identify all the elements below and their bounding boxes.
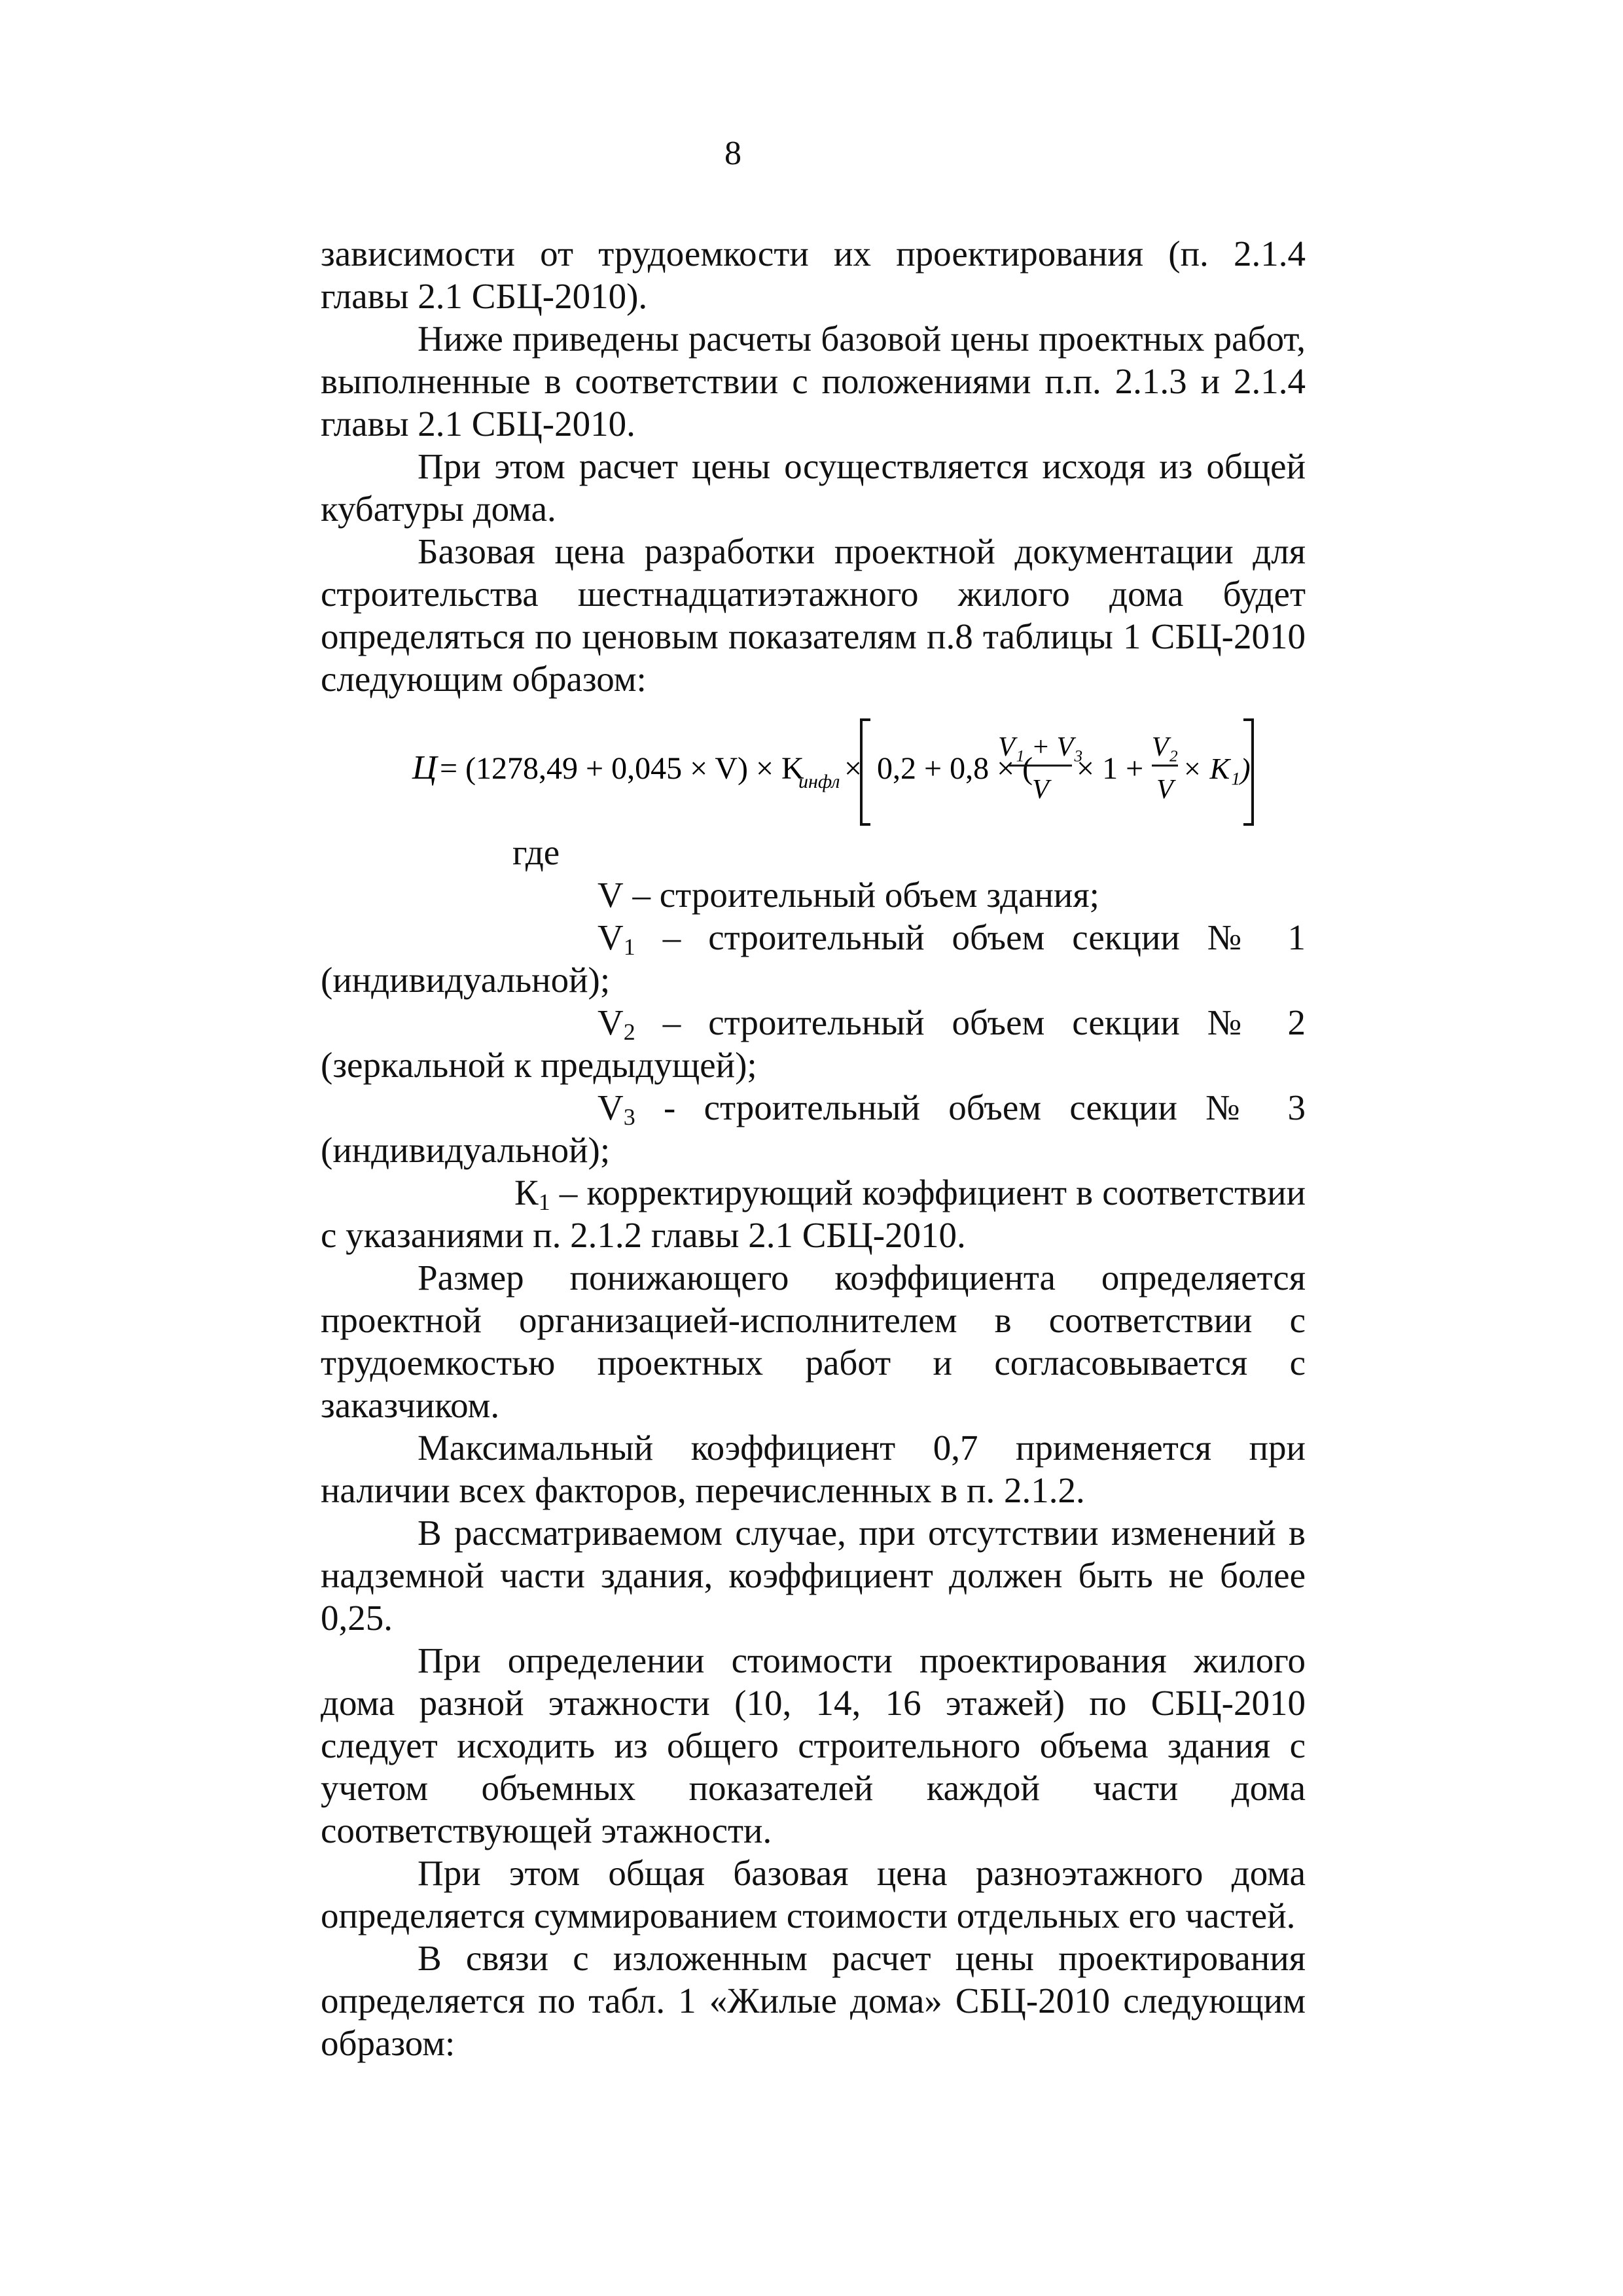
paragraph: При этом общая базовая цена разноэтажного дома определяется суммированием стоимости отдельных его частей. — [321, 1853, 1306, 1935]
formula-k-sub: инфл — [798, 771, 840, 792]
body-text — [321, 232, 1306, 2064]
paragraph: Максимальный коэффициент 0,7 применяется при наличии всех факторов, перечисленных в п. 2.1.2. — [321, 1428, 1306, 1510]
left-bracket — [861, 720, 870, 824]
definition-item — [321, 916, 1306, 1001]
paragraph: Размер понижающего коэффициента определяется проектной организацией-исполнителем в соответствии с трудоемкостью проектных работ и согласовывается с заказчиком. — [321, 1258, 1306, 1425]
paragraph: При определении стоимости проектирования жилого дома разной этажности (10, 14, 16 этажей) по СБЦ-2010 следует исходить из общего строительного объема здания с учетом объемных показателей каждой части дома соответствующей этажности. — [321, 1640, 1306, 1850]
formula-part1: = (1278,49 + 0,045 × V) × K — [440, 751, 804, 786]
paragraph: В связи с изложенным расчет цены проектирования определяется по табл. 1 «Жилые дома» СБЦ-2010 следующим образом: — [321, 1938, 1306, 2063]
definition-item — [321, 874, 1306, 916]
def-text: - строительный объем секции № 3 (индивидуальной); — [321, 1087, 1306, 1170]
frac2-numerator: V₂ — [1151, 732, 1179, 762]
formula-times: × — [844, 751, 863, 786]
def-symbol: К — [514, 1173, 539, 1212]
def-sub: 3 — [623, 1104, 635, 1130]
def-sub: 2 — [623, 1019, 635, 1045]
def-text: – строительный объем секции № 2 (зеркальной к предыдущей); — [321, 1002, 1306, 1085]
paragraph: зависимости от трудоемкости их проектирования (п. 2.1.4 главы 2.1 СБЦ-2010). — [321, 234, 1306, 316]
formula-mid: × 1 + — [1077, 751, 1144, 786]
def-symbol: V — [597, 1002, 624, 1042]
definition-item — [321, 1171, 1306, 1256]
frac1-denominator: V — [1032, 775, 1049, 805]
definition-item — [321, 1001, 1306, 1086]
definition-item — [321, 1086, 1306, 1171]
paragraph: Базовая цена разработки проектной документации для строительства шестнадцатиэтажного жилого дома будет определяться по ценовым показателям п.8 таблицы 1 СБЦ-2010 следующим образом: — [321, 531, 1306, 699]
paragraph: Ниже приведены расчеты базовой цены проектных работ, выполненные в соответствии с положениями п.п. 2.1.3 и 2.1.4 главы 2.1 СБЦ-2010. — [321, 319, 1306, 444]
def-text: – корректирующий коэффициент в соответствии с указаниями п. 2.1.2 главы 2.1 СБЦ-2010. — [321, 1173, 1306, 1255]
frac1-numerator: V₁ + V₃ — [998, 732, 1083, 762]
where-label: где — [512, 832, 560, 872]
def-symbol: V — [597, 917, 624, 957]
def-text: – строительный объем здания; — [632, 875, 1099, 915]
def-symbol: V — [597, 875, 624, 915]
paragraph: При этом расчет цены осуществляется исходя из общей кубатуры дома. — [321, 446, 1306, 529]
def-sub: 1 — [623, 934, 635, 960]
frac2-denominator: V — [1156, 775, 1173, 805]
def-symbol: V — [597, 1087, 624, 1127]
formula-graphic — [412, 700, 1315, 831]
formula-tail: × K₁) — [1182, 752, 1251, 785]
formula-inner1: 0,2 + 0,8 × ( — [877, 751, 1033, 786]
formula-lhs: Ц — [412, 749, 437, 786]
def-text: – строительный объем секции № 1 (индивидуальной); — [321, 917, 1306, 1000]
paragraph: В рассматриваемом случае, при отсутствии изменений в надземной части здания, коэффициент должен быть не более 0,25. — [321, 1513, 1306, 1638]
price-formula — [321, 700, 1306, 831]
def-sub: 1 — [538, 1189, 550, 1215]
page-number: 8 — [724, 135, 741, 172]
